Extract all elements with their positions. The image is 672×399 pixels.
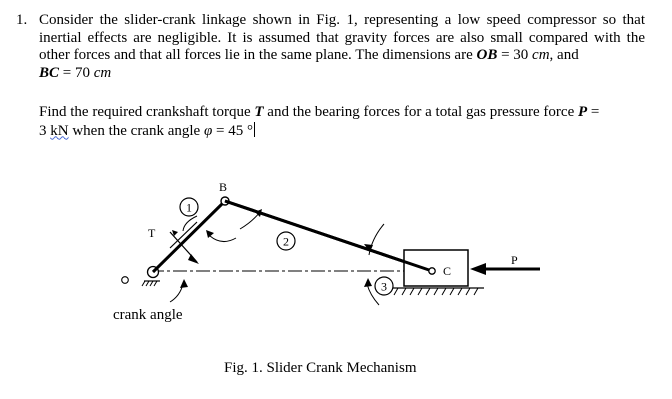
spellcheck-word-kn[interactable]: kN	[50, 122, 69, 139]
figure-caption: Fig. 1. Slider Crank Mechanism	[224, 360, 417, 376]
link-number-3-text: 3	[381, 279, 387, 294]
link-number-2-text: 2	[283, 234, 289, 249]
crank-ground-hatch	[142, 281, 157, 286]
bc-label: BC	[39, 64, 60, 81]
force-p-arrowhead	[470, 263, 486, 275]
crank-angle-label: crank angle	[113, 307, 183, 323]
torque-symbol: T	[254, 104, 264, 120]
phi-symbol: φ	[203, 122, 213, 139]
slider-block	[404, 250, 468, 286]
problem-paragraph-2: Find the required crankshaft torque T and the bearing forces for a total gas pressure force P = 3 kN when the crank angle φ = 45 °	[39, 104, 600, 139]
label-b: B	[219, 180, 228, 194]
rotation-arc	[210, 236, 236, 242]
label-c: C	[443, 264, 452, 278]
label-t: T	[148, 226, 156, 240]
problem-number: 1.	[16, 12, 28, 28]
slider-ground-hatch	[394, 288, 478, 295]
problem-paragraph-1: Consider the slider-crank linkage shown in Fig. 1, representing a low speed compressor so that inertial effects are negligible. It is assumed that gravity forces are also small compared with the other forces and that all forces lie in the same plane. The dimensions are OB = 30 cm, and BC = 70 cm	[39, 12, 645, 81]
origin-marker	[122, 277, 129, 284]
force-symbol: P	[577, 104, 588, 120]
torque-arrowhead	[188, 254, 199, 264]
link-number-1-text: 1	[186, 200, 192, 215]
label-p: P	[511, 253, 518, 267]
ob-label: OB	[476, 47, 498, 63]
